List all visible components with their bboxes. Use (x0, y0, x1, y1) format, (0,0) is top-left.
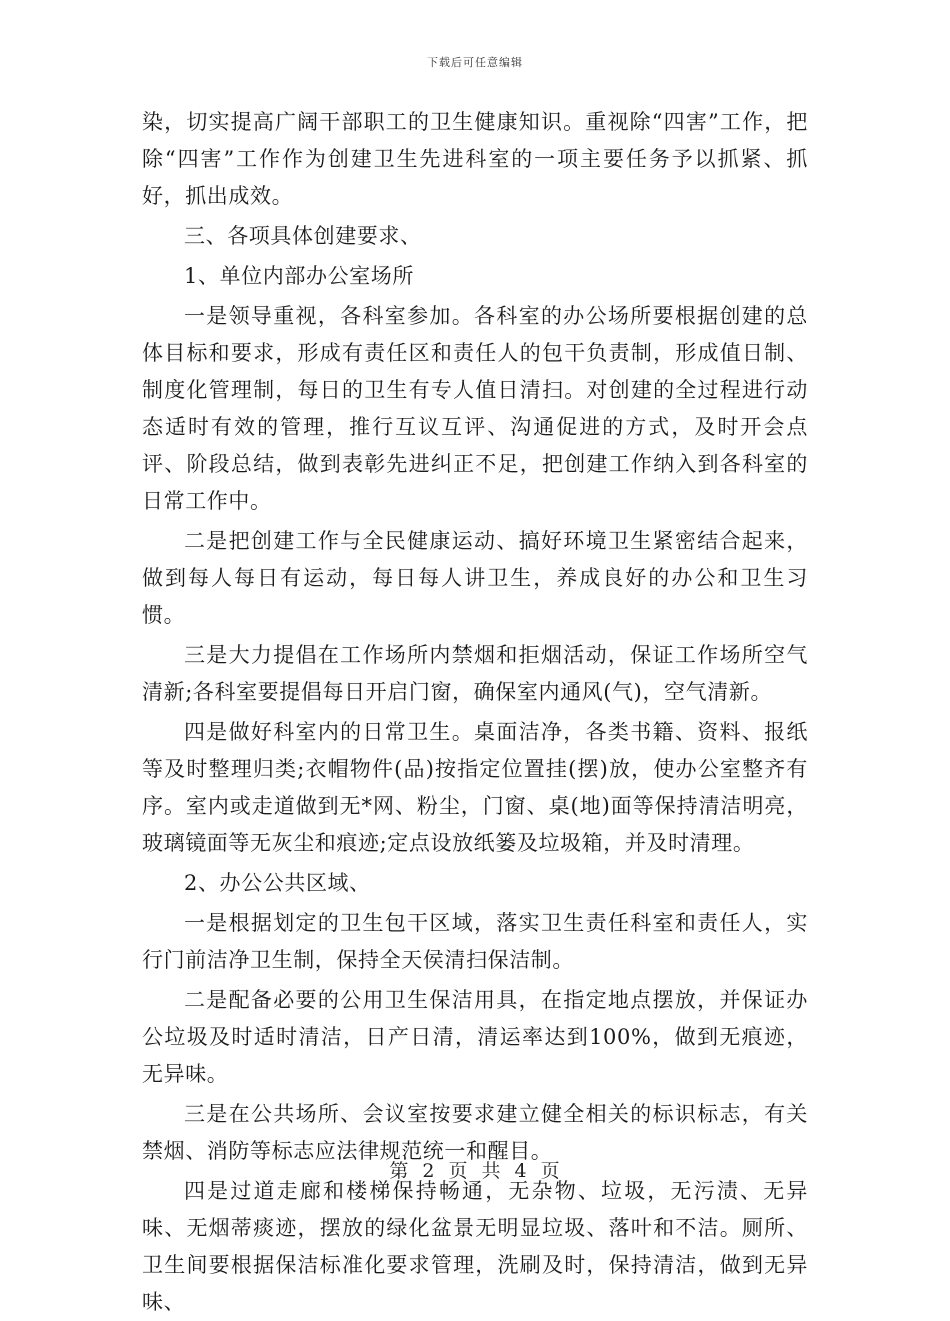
paragraph-intro-continuation: 染，切实提高广阔干部职工的卫生健康知识。重视除“四害”工作，把除“四害”工作作为创建卫生先进科室的一项主要任务予以抓紧、抓好，抓出成效。 (142, 110, 808, 208)
paragraph-public-3: 三是在公共场所、会议室按要求建立健全相关的标识标志，有关禁烟、消防等标志应法律规范统一和醒目。 (142, 1102, 808, 1163)
paragraph-public-4: 四是过道走廊和楼梯保持畅通，无杂物、垃圾，无污渍、无异味、无烟蒂痰迹，摆放的绿化盆景无明显垃圾、落叶和不洁。厕所、卫生间要根据保洁标准化要求管理，洗刷及时，保持清洁，做到无异味、 (142, 1179, 808, 1314)
paragraph-public-1: 一是根据划定的卫生包干区域，落实卫生责任科室和责任人，实行门前洁净卫生制，保持全天侯清扫保洁制。 (142, 911, 808, 972)
paragraph-public-2: 二是配备必要的公用卫生保洁用具，在指定地点摆放，并保证办公垃圾及时适时清洁，日产日清，清运率达到100%，做到无痕迹，无异味。 (142, 988, 808, 1086)
subsection-heading-office: 1、单位内部办公室场所 (184, 264, 414, 288)
section-heading-requirements: 三、各项具体创建要求、 (184, 224, 422, 248)
paragraph-office-1: 一是领导重视，各科室参加。各科室的办公场所要根据创建的总体目标和要求，形成有责任区和责任人的包干负责制，形成值日制、制度化管理制，每日的卫生有专人值日清扫。对创建的全过程进行动态适时有效的管理，推行互议互评、沟通促进的方式，及时开会点评、阶段总结，做到表彰先进纠正不足，把创建工作纳入到各科室的日常工作中。 (142, 304, 808, 513)
paragraph-office-4: 四是做好科室内的日常卫生。桌面洁净，各类书籍、资料、报纸等及时整理归类;衣帽物件(品)按指定位置挂(摆)放，使办公室整齐有序。室内或走道做到无*网、粉尘，门窗、桌(地)面等保持清洁明亮，玻璃镜面等无灰尘和痕迹;定点设放纸篓及垃圾箱，并及时清理。 (142, 720, 808, 855)
paragraph-office-3: 三是大力提倡在工作场所内禁烟和拒烟活动，保证工作场所空气清新;各科室要提倡每日开启门窗，确保室内通风(气)，空气清新。 (142, 643, 808, 704)
document-body (142, 104, 808, 1321)
page-header-note: 下载后可任意编辑 (427, 56, 523, 69)
paragraph-office-2: 二是把创建工作与全民健康运动、搞好环境卫生紧密结合起来，做到每人每日有运动，每日每人讲卫生，养成良好的办公和卫生习惯。 (142, 529, 808, 627)
subsection-heading-public: 2、办公公共区域、 (184, 871, 371, 895)
page-number-footer: 第 2 页 共 4 页 (389, 1160, 561, 1182)
